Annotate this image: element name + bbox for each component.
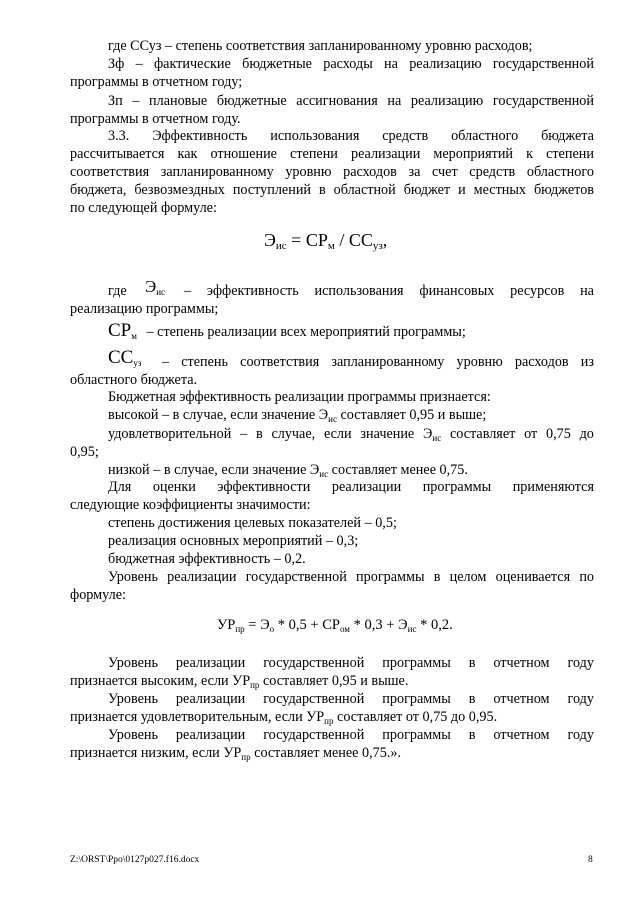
def-ssuz-text-word: – (162, 354, 170, 370)
def-eis-text-word: ресурсов (510, 283, 565, 299)
section-3-3-line-4-word: и (458, 182, 466, 198)
def-eis-sub: ис (156, 287, 166, 297)
def-eis-continuation: реализацию программы; (70, 301, 219, 317)
coef-targets: степень достижения целевых показателей – 0,5; (108, 515, 397, 531)
final-sat-sub: пр (324, 716, 334, 726)
zf-definition-continuation: программы в отчетном году; (70, 74, 243, 90)
levels-intro: Бюджетная эффективность реализации программы признается: (108, 389, 491, 405)
zp-definition-line-word: Зп (108, 93, 123, 109)
final-high-line-word: реализации (175, 655, 246, 671)
f2-d-sub: ис (407, 624, 417, 634)
overall-level-line-word: Уровень (108, 569, 158, 585)
efficiency-formula (264, 229, 387, 251)
overall-level-line (108, 569, 594, 587)
formula-div: / СС (334, 230, 373, 250)
final-high-line-word: программы (382, 655, 451, 671)
final-satisfactory-continuation (70, 709, 497, 727)
section-3-3-heading-line-word: использования (270, 128, 360, 144)
final-high-b: составляет 0,95 и выше. (259, 673, 409, 689)
section-3-3-line-2-word: реализации (350, 146, 421, 162)
zf-definition-line-word: фактические (153, 56, 231, 72)
zf-definition-line-word: Зф (108, 56, 125, 72)
level-high-a: высокой – в случае, если значение Э (108, 407, 329, 423)
coef-intro-line-word: применяются (512, 479, 594, 495)
def-eis-text-word: эффективность (206, 283, 299, 299)
section-3-3-line-2-word: степени (546, 146, 594, 162)
level-sat-w8: от (524, 426, 538, 442)
final-satisfactory-line-word: году (567, 691, 594, 707)
final-high-line-word: государственной (263, 655, 365, 671)
level-high-b: составляет 0,95 и выше; (336, 407, 487, 423)
f2-e: * 0,2. (416, 617, 453, 633)
section-3-3-line-4-word: поступлений (232, 182, 312, 198)
section-3-3-line-3 (70, 164, 594, 182)
ssuz-definition-line: где ССуз – степень соответствия запланированному уровню расходов; (108, 38, 533, 54)
final-satisfactory-line-word: в (468, 691, 476, 707)
def-ssuz-text-word: из (580, 354, 594, 370)
zp-definition-line-word: реализацию (410, 93, 484, 109)
f2-b: = Э (244, 617, 270, 633)
section-3-3-line-4-word: безвозмездных (134, 182, 225, 198)
final-low-line-word: в (468, 727, 476, 743)
def-eis-letter: Э (145, 277, 157, 296)
section-3-3-line-2-word: к (526, 146, 533, 162)
zf-definition-line-word: государственной (492, 56, 594, 72)
level-low-sub: ис (319, 469, 329, 479)
def-ssuz-text-word: запланированному (331, 354, 445, 370)
section-3-3-line-3-word: соответствия (70, 164, 150, 180)
section-3-3-heading-line-word: бюджета (541, 128, 594, 144)
section-3-3-line-2-word: рассчитывается (70, 146, 165, 162)
final-satisfactory-line (108, 691, 594, 709)
final-satisfactory-line-word: Уровень (108, 691, 158, 707)
def-srm-text: – степень реализации всех мероприятий программы; (146, 324, 466, 340)
coef-intro-line-word: эффективности (217, 479, 311, 495)
formula-mid-sub: м (327, 240, 335, 252)
level-sat-sub: ис (432, 433, 442, 443)
def-eis-symbol (145, 278, 165, 296)
f2-b-sub: о (269, 624, 275, 634)
overall-level-line-word: в (433, 569, 441, 585)
def-eis-text-word: на (580, 283, 594, 299)
final-low-line-word: году (567, 727, 594, 743)
final-sat-a: признается удовлетворительным, если УР (70, 709, 325, 725)
section-3-3-line-4-word: местных (473, 182, 526, 198)
formula-lhs-sub: ис (275, 240, 287, 252)
section-3-3-line-4 (70, 182, 594, 200)
final-low-line (108, 727, 594, 745)
def-ssuz-text (162, 354, 594, 372)
level-sat-w3: случае, (271, 426, 316, 442)
def-ssuz-sub: уз (133, 358, 142, 368)
final-high-line-word: Уровень (108, 655, 158, 671)
final-low-continuation (70, 745, 401, 763)
final-high-line-word: году (567, 655, 594, 671)
level-sat-w4: если (323, 426, 352, 442)
final-satisfactory-line-word: реализации (175, 691, 246, 707)
final-high-line-word: в (468, 655, 476, 671)
zp-definition-line-word: бюджетные (216, 93, 287, 109)
final-low-a: признается низким, если УР (70, 745, 242, 761)
overall-level-line-word: по (579, 569, 594, 585)
formula-rhs-sub: уз (372, 240, 383, 252)
def-ssuz-continuation: областного бюджета. (70, 372, 198, 388)
final-low-line-word: Уровень (108, 727, 158, 743)
def-srm-sub: м (131, 331, 137, 341)
def-ssuz-text-word: степень (181, 354, 228, 370)
section-3-3-heading-line (108, 128, 594, 146)
formula-lhs: Э (264, 230, 276, 250)
final-low-sub: пр (241, 752, 251, 762)
overall-level-line-word: целом (449, 569, 487, 585)
zp-definition-line-word: плановые (149, 93, 208, 109)
def-ssuz-symbol (108, 349, 141, 369)
f2-c-sub: ом (339, 624, 350, 634)
f2-a: УР (217, 617, 236, 633)
section-3-3-line-2 (70, 146, 594, 164)
zf-definition-line-word: – (135, 56, 143, 72)
zf-definition-line-word: расходы (323, 56, 373, 72)
coef-intro-line-word: реализации (331, 479, 402, 495)
section-3-3-line-3-word: уровню (285, 164, 332, 180)
zp-definition-line-word: на (387, 93, 402, 109)
def-eis-text-word: использования (314, 283, 404, 299)
final-low-line-word: отчетном (493, 727, 550, 743)
level-high-sub: ис (328, 414, 337, 424)
final-high-sub: пр (250, 680, 260, 690)
coef-intro-continuation: следующие коэффициенты значимости: (70, 497, 311, 513)
level-sat-w9: 0,75 (545, 426, 571, 442)
final-low-line-word: программы (382, 727, 451, 743)
zf-definition-line-word: на (384, 56, 398, 72)
final-high-a: признается высоким, если УР (70, 673, 251, 689)
section-3-3-line-3-word: счет (432, 164, 458, 180)
level-low (108, 462, 468, 480)
def-srm-line (108, 322, 466, 342)
def-ssuz-letters: СС (108, 347, 134, 368)
def-ssuz-text-word: расходов (514, 354, 569, 370)
section-3-3-line-4-word: в (318, 182, 326, 198)
coef-intro-line-word: Для (108, 479, 132, 495)
section-3-3-heading-line-word: областного (451, 128, 519, 144)
final-low-line-word: реализации (175, 727, 246, 743)
section-3-3-line-2-word: степени (290, 146, 338, 162)
final-low-line-word: государственной (263, 727, 365, 743)
section-3-3-line-3-word: запланированному (160, 164, 274, 180)
final-sat-b: составляет от 0,75 до 0,95. (333, 709, 498, 725)
final-high-line-word: отчетном (493, 655, 550, 671)
f2-a-sub: пр (235, 624, 245, 634)
zf-definition-line (108, 56, 594, 74)
section-3-3-line-4-word: областной (333, 182, 396, 198)
coef-intro-line-word: программы (422, 479, 492, 495)
f2-d: * 0,3 + Э (350, 617, 408, 633)
section-3-3-line-4-word: бюджет (403, 182, 451, 198)
zp-definition-continuation: программы в отчетном году. (70, 111, 241, 127)
overall-level-line-word: реализации (167, 569, 237, 585)
section-3-3-line-5: по следующей формуле: (70, 200, 217, 216)
section-3-3-heading-line-word: 3.3. (108, 128, 130, 144)
section-3-3-line-3-word: областного (526, 164, 594, 180)
section-3-3-line-3-word: за (408, 164, 421, 180)
coef-budget: бюджетная эффективность – 0,2. (108, 551, 306, 567)
level-satisfactory (108, 426, 594, 444)
def-srm-symbol: СР (108, 320, 132, 341)
coef-activities: реализация основных мероприятий – 0,3; (108, 533, 359, 549)
zp-definition-line-word: ассигнования (296, 93, 378, 109)
level-sat-w1: – (240, 426, 248, 442)
zp-definition-line-word: государственной (492, 93, 594, 109)
level-sat-w0: удовлетворительной (108, 426, 232, 442)
level-sat-w7: составляет (449, 426, 516, 442)
level-sat-w10: до (579, 426, 594, 442)
coef-intro-line (108, 479, 594, 497)
overall-level-line-word: программы (356, 569, 425, 585)
overall-level-continuation: формуле: (70, 587, 126, 603)
final-satisfactory-line-word: государственной (263, 691, 365, 707)
formula-eq: = СР (286, 230, 328, 250)
final-satisfactory-line-word: программы (382, 691, 451, 707)
level-sat-w2: в (255, 426, 263, 442)
level-high (108, 407, 486, 425)
section-3-3-line-4-word: бюджетов (533, 182, 594, 198)
level-sat-letter: Э (423, 426, 433, 442)
zp-definition-line-word: – (132, 93, 140, 109)
def-ssuz-text-word: уровню (456, 354, 503, 370)
section-3-3-heading-line-word: средств (382, 128, 429, 144)
zp-definition-line (108, 93, 594, 111)
section-3-3-line-2-word: мероприятий (433, 146, 514, 162)
final-high-continuation (70, 673, 408, 691)
overall-level-line-word: государственной (245, 569, 347, 585)
section-3-3-line-4-word: бюджета, (70, 182, 127, 198)
def-ssuz-text-word: соответствия (240, 354, 320, 370)
coef-intro-line-word: оценки (152, 479, 196, 495)
formula-tail: , (382, 230, 388, 250)
level-sat-w5: значение (360, 426, 415, 442)
def-eis-prefix: где (108, 283, 127, 299)
section-3-3-line-2-word: отношение (210, 146, 277, 162)
zf-definition-line-word: бюджетные (242, 56, 312, 72)
section-3-3-line-3-word: средств (469, 164, 516, 180)
def-eis-text (184, 283, 594, 301)
level-satisfactory-cont: 0,95; (70, 444, 99, 460)
level-low-a: низкой – в случае, если значение Э (108, 462, 320, 478)
section-3-3-line-2-word: как (177, 146, 198, 162)
footer-file-path: Z:\ORST\Ppo\0127p027.f16.docx (70, 855, 200, 865)
f2-c: * 0,5 + СР (274, 617, 340, 633)
section-3-3-line-3-word: расходов (343, 164, 397, 180)
final-high-line (108, 655, 594, 673)
level-sat-symbol (423, 426, 441, 444)
level-low-b: составляет менее 0,75. (328, 462, 468, 478)
section-3-3-heading-line-word: Эффективность (152, 128, 248, 144)
overall-formula (217, 617, 453, 635)
def-eis-text-word: – (184, 283, 192, 299)
overall-level-line-word: оценивается (495, 569, 571, 585)
zf-definition-line-word: реализацию (409, 56, 482, 72)
def-eis-text-word: финансовых (419, 283, 495, 299)
footer-page-number: 8 (588, 855, 593, 865)
final-satisfactory-line-word: отчетном (493, 691, 550, 707)
final-low-b: составляет менее 0,75.». (250, 745, 402, 761)
